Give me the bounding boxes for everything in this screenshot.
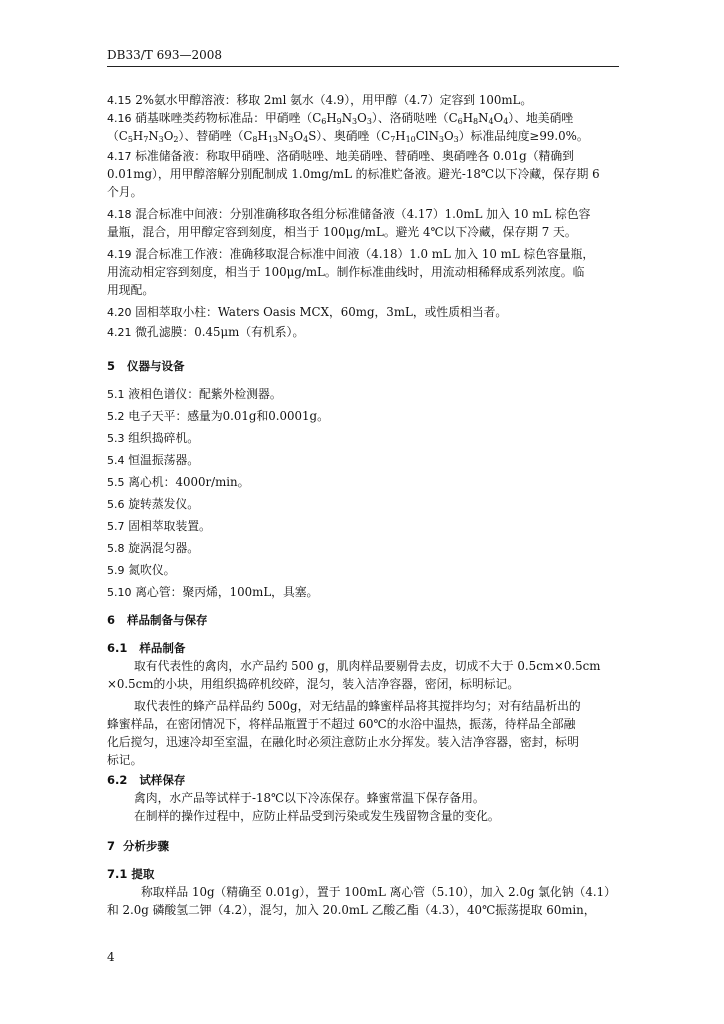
clause-4-21: [107, 324, 619, 341]
text-fragment: 5.7: [107, 520, 125, 533]
para-6-2-line-1: 禽肉，水产品等试样于-18℃以下冷冻保存。蜂蜜常温下保存备用。: [134, 791, 485, 805]
text-fragment: 氮吹仪。: [128, 563, 176, 577]
formula-subscript: 3: [288, 135, 294, 144]
text-fragment: 4.17: [107, 150, 132, 163]
clause-4-17: [107, 148, 619, 165]
text-fragment: H: [462, 111, 474, 125]
clause-5-10: [107, 584, 619, 601]
text-fragment: 5: [107, 359, 116, 373]
text-fragment: 5.3: [107, 432, 125, 445]
para-6-1-line-3: 取代表性的蜂产品样品约 500g，对无结晶的蜂蜜样品将其搅拌均匀；对有结晶析出的: [134, 699, 581, 713]
text-fragment: 5.9: [107, 564, 125, 577]
text-fragment: 6.1: [107, 641, 128, 655]
text-fragment: 电子天平：感量为0.01g和0.0001g。: [128, 409, 329, 423]
section-6-heading: [107, 612, 619, 628]
formula-subscript: 7: [390, 135, 396, 144]
text-fragment: 旋涡混匀器。: [128, 541, 200, 555]
text-fragment: 样品制备: [139, 641, 186, 655]
text-fragment: N: [278, 129, 289, 143]
para-7-1-line-2: 和 2.0g 磷酸氢二钾（4.2），混匀，加入 20.0mL 乙酸乙酯（4.3），40℃振荡提取 60min，: [107, 903, 596, 917]
formula-subscript: 6: [457, 117, 463, 126]
clause-4-16: [107, 110, 619, 127]
text-fragment: 旋转蒸发仪。: [128, 497, 200, 511]
text-fragment: 微孔滤膜：0.45μm（有机系）。: [135, 325, 305, 339]
clause-5-3: [107, 430, 619, 447]
formula-subscript: 4: [303, 135, 309, 144]
text-fragment: 提取: [131, 867, 155, 881]
section-7-1-heading: [107, 866, 619, 882]
clause-5-6: [107, 496, 619, 513]
text-fragment: 5.10: [107, 586, 132, 599]
text-fragment: 5.6: [107, 498, 125, 511]
text-fragment: 5.5: [107, 476, 125, 489]
para-6-1-line-5: 化后搅匀，迅速冷却至室温，在融化时必须注意防止水分挥发。装入洁净容器，密封，标明: [107, 735, 579, 749]
text-fragment: 5.2: [107, 410, 125, 423]
formula-subscript: 4: [488, 117, 494, 126]
text-fragment: 7.1: [107, 867, 128, 881]
text-fragment: 6.2: [107, 773, 128, 787]
text-fragment: 离心管：聚丙烯，100mL，具塞。: [135, 585, 319, 599]
text-fragment: 仪器与设备: [127, 359, 185, 373]
text-fragment: 5.8: [107, 542, 125, 555]
formula-subscript: 3: [352, 117, 358, 126]
clause-4-17-cont: 0.01mg），用甲醇溶解分别配制成 1.0mg/mL 的标准贮备液。避光-18℃以下冷藏，保存期 6: [107, 167, 600, 181]
text-fragment: 固相萃取小柱：Waters Oasis MCX，60mg，3mL，或性质相当者。: [135, 305, 508, 319]
section-5-heading: [107, 358, 619, 374]
text-fragment: 4.16: [107, 112, 132, 125]
formula-subscript: 8: [252, 135, 258, 144]
text-fragment: 标准储备液：称取甲硝唑、洛硝哒唑、地美硝唑、替硝唑、奥硝唑各 0.01g（精确到: [135, 149, 574, 163]
formula-subscript: 9: [336, 117, 342, 126]
text-fragment: 4.20: [107, 306, 132, 319]
formula-subscript: 7: [143, 135, 149, 144]
text-fragment: 2%氨水甲醇溶液：移取 2ml 氨水（4.9），用甲醇（4.7）定容到 100mL。: [135, 93, 533, 107]
text-fragment: ）、替硝唑（C: [178, 129, 253, 143]
clause-5-8: [107, 540, 619, 557]
para-7-1-line-1: 称取样品 10g（精确至 0.01g），置于 100mL 离心管（5.10），加入 2.0g 氯化钠（4.1）: [141, 885, 616, 899]
section-7-heading: [107, 838, 619, 854]
formula-subscript: 10: [405, 135, 416, 144]
para-6-1-line-2: ×0.5cm的小块，用组织捣碎机绞碎，混匀，装入洁净容器，密闭，标明标记。: [107, 677, 520, 691]
formula-subscript: 6: [321, 117, 327, 126]
formula-subscript: 2: [173, 135, 179, 144]
text-fragment: ClN: [415, 129, 439, 143]
text-fragment: N: [341, 111, 353, 125]
formula-subscript: 8: [473, 117, 479, 126]
para-6-1-line-4: 蜂蜜样品，在密闭情况下，将样品瓶置于不超过 60℃的水浴中温热，振荡，待样品全部融: [107, 717, 576, 731]
clause-5-1: [107, 386, 619, 403]
text-fragment: O: [357, 111, 367, 125]
text-fragment: 恒温振荡器。: [128, 453, 200, 467]
header-rule: [107, 66, 619, 67]
page-number: 4: [107, 950, 115, 964]
clause-4-18-cont: 量瓶，混合，用甲醇定容到刻度，相当于 100μg/mL。避光 4℃以下冷藏，保存期 7 天。: [107, 225, 577, 239]
text-fragment: O: [163, 129, 174, 143]
text-fragment: 样品制备与保存: [127, 613, 208, 627]
text-fragment: N: [478, 111, 489, 125]
clause-4-17-end: 个月。: [107, 185, 143, 199]
text-fragment: H: [326, 111, 337, 125]
text-fragment: 混合标准中间液：分别准确移取各组分标准储备液（4.17）1.0mL 加入 10 mL 棕色容: [135, 207, 591, 221]
text-fragment: ）、洛硝哒唑（C: [371, 111, 458, 125]
text-fragment: O: [293, 129, 304, 143]
formula-subscript: 3: [438, 135, 444, 144]
text-fragment: 固相萃取装置。: [128, 519, 211, 533]
text-fragment: 试样保存: [139, 773, 186, 787]
text-fragment: ）、地美硝唑: [508, 111, 574, 125]
text-fragment: H: [132, 129, 144, 143]
clause-4-16-cont: [107, 128, 619, 144]
clause-5-5: [107, 474, 619, 491]
text-fragment: 离心机：4000r/min。: [128, 475, 250, 489]
text-fragment: 混合标准工作液：准确移取混合标准中间液（4.18）1.0 mL 加入 10 mL 棕色容量瓶，: [135, 247, 595, 261]
text-fragment: 6: [107, 613, 116, 627]
text-fragment: 4.18: [107, 208, 132, 221]
text-fragment: S）、奥硝唑（C: [308, 129, 391, 143]
text-fragment: 分析步骤: [123, 839, 170, 853]
standard-code-header: DB33/T 693—2008: [107, 48, 223, 62]
text-fragment: 7: [107, 839, 116, 853]
text-fragment: 4.19: [107, 248, 132, 261]
text-fragment: 4.15: [107, 94, 132, 107]
text-fragment: 液相色谱仪：配紫外检测器。: [128, 387, 282, 401]
clause-5-7: [107, 518, 619, 535]
clause-4-20: [107, 304, 619, 321]
text-fragment: 5.4: [107, 454, 125, 467]
text-fragment: O: [443, 129, 454, 143]
formula-subscript: 5: [127, 135, 133, 144]
text-fragment: ）标准品纯度≥99.0%。: [458, 129, 589, 143]
clause-5-9: [107, 562, 619, 579]
clause-5-4: [107, 452, 619, 469]
section-6-1-heading: [107, 640, 619, 656]
para-6-1-line-1: 取有代表性的禽肉，水产品约 500 g，肌肉样品要剔骨去皮，切成不大于 0.5cm×0.5cm: [134, 659, 601, 673]
formula-subscript: 3: [366, 117, 372, 126]
text-fragment: （C: [107, 129, 128, 143]
para-6-2-line-2: 在制样的操作过程中，应防止样品受到污染或发生残留物含量的变化。: [134, 809, 500, 823]
formula-subscript: 3: [158, 135, 164, 144]
text-fragment: N: [148, 129, 159, 143]
text-fragment: 4.21: [107, 326, 132, 339]
text-fragment: O: [493, 111, 504, 125]
clause-5-2: [107, 408, 619, 425]
formula-subscript: 4: [503, 117, 509, 126]
text-fragment: H: [257, 129, 268, 143]
text-fragment: 组织捣碎机。: [128, 431, 200, 445]
text-fragment: 硝基咪唑类药物标准品：甲硝唑（C: [135, 111, 322, 125]
clause-4-15: [107, 92, 619, 109]
clause-4-19-end: 用现配。: [107, 283, 155, 297]
text-fragment: 5.1: [107, 388, 125, 401]
formula-subscript: 3: [453, 135, 459, 144]
section-6-2-heading: [107, 772, 619, 788]
clause-4-19-cont: 用流动相定容到刻度，相当于 100μg/mL。制作标准曲线时，用流动相稀释成系列浓度。临: [107, 265, 585, 279]
para-6-1-line-6: 标记。: [107, 753, 143, 767]
clause-4-18: [107, 206, 619, 223]
clause-4-19: [107, 246, 619, 263]
text-fragment: H: [395, 129, 406, 143]
formula-subscript: 13: [267, 135, 278, 144]
